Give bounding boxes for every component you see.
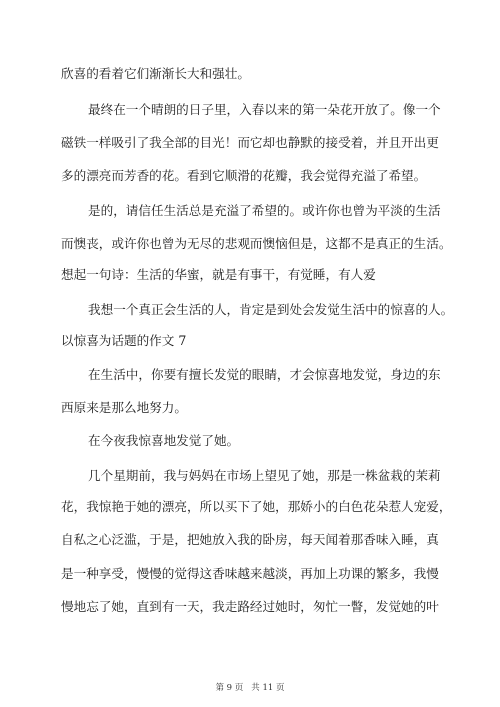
text-line: 慢地忘了她，直到有一天，我走路经过她时，匆忙一瞥，发觉她的叶 xyxy=(61,599,439,614)
page-total: 共 11 页 xyxy=(251,683,285,693)
page-footer xyxy=(0,681,500,693)
text-line: 是的，请信任生活总是充溢了希望的。或许你也曾为平淡的生活 xyxy=(88,203,441,218)
text-line: 多的漂亮而芳香的花。看到它顺滑的花瓣，我会觉得充溢了希望。 xyxy=(61,168,427,183)
text-line: 欣喜的看着它们渐渐长大和强壮。 xyxy=(61,66,250,81)
text-line: 想起一句诗：生活的华蜜，就是有事干，有觉睡，有人爱 xyxy=(61,267,376,282)
text-line: 而懊丧，或许你也曾为无尽的悲观而懊恼但是，这都不是真正的生活。 xyxy=(61,236,452,251)
text-line: 几个星期前，我与妈妈在市场上望见了她，那是一株盆栽的茉莉 xyxy=(88,468,441,483)
text-line: 我想一个真正会生活的人，肯定是到处会发觉生活中的惊喜的人。 xyxy=(88,302,454,317)
text-line: 是一种享受，慢慢的觉得这香味越来越淡，再加上功课的繁多，我慢 xyxy=(61,566,439,581)
text-line: 花，我惊艳于她的漂亮，所以买下了她，那娇小的白色花朵惹人宠爱， xyxy=(61,499,452,514)
text-line: 磁铁一样吸引了我全部的目光！而它却也静默的接受着，并且开出更 xyxy=(61,135,439,150)
text-line: 在生活中，你要有擅长发觉的眼睛，才会惊喜地发觉，身边的东 xyxy=(88,367,441,382)
text-line: 西原来是那么地努力。 xyxy=(61,400,187,415)
text-line: 在今夜我惊喜地发觉了她。 xyxy=(88,433,240,448)
text-line: 最终在一个晴朗的日子里，入春以来的第一朵花开放了。像一个 xyxy=(88,102,441,117)
text-line: 自私之心泛滥，于是，把她放入我的卧房，每天闻着那香味入睡，真 xyxy=(61,532,439,547)
page-number: 第 9 页 xyxy=(215,683,244,693)
section-heading: 以惊喜为话题的作文 7 xyxy=(61,333,187,348)
